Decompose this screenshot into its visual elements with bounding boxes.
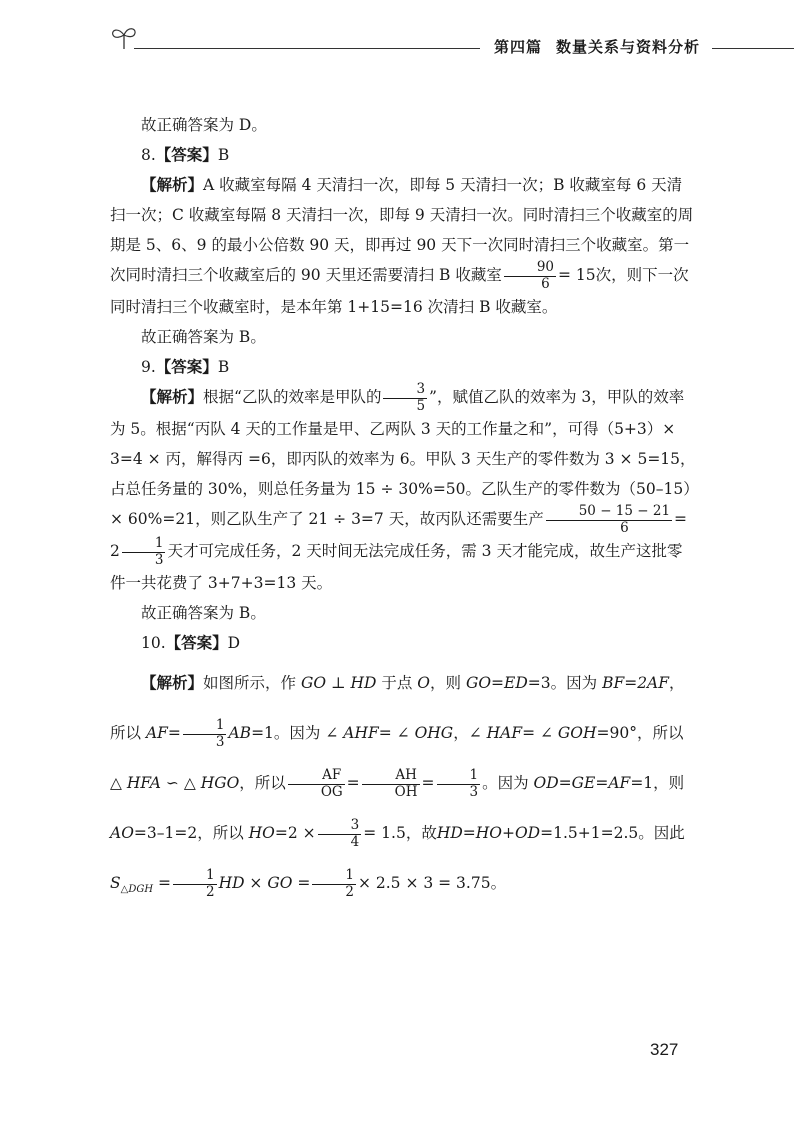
q10-answer-label: 【答案】 — [165, 634, 228, 653]
q10-math-m6: AF= — [145, 724, 181, 743]
q8-fraction — [504, 260, 556, 292]
q10-answer: D — [227, 634, 241, 653]
q10-text-s6: ，所以 — [110, 674, 685, 743]
q10-fraction-3-num: AH — [362, 768, 420, 785]
q9-analysis-text-1: 根据“乙队的效率是甲队的 — [203, 388, 382, 407]
q10-analysis — [110, 658, 696, 915]
q8-fraction-den: 6 — [541, 275, 550, 292]
q10-math-m16: HO — [248, 824, 275, 843]
q8-answer: B — [217, 146, 230, 164]
q10-math-m19: HD × GO — [218, 874, 293, 893]
page-number: 327 — [650, 1040, 679, 1059]
q10-fraction-6 — [173, 868, 217, 900]
q9-fraction-2-num: 50 − 15 − 21 — [546, 504, 672, 521]
q10-fraction-6-num: 1 — [173, 868, 217, 885]
q10-fraction-2-den: OG — [320, 783, 343, 800]
q9-fraction-2 — [546, 504, 672, 536]
q10-fraction-6-den: 2 — [205, 883, 215, 900]
q10-text-s3: 于点 — [376, 674, 418, 693]
q8-analysis-text-2: = 15次，则下一次同时清扫三个收藏室时，是本年第 1+15=16 次清扫 B 收藏室。 — [110, 266, 689, 317]
q10-math-m15: AO — [110, 824, 134, 843]
q10-math-m8: AHF — [343, 724, 379, 743]
q10-text-s10: = ∠ — [522, 724, 558, 743]
q10-fraction-2 — [288, 768, 345, 800]
q9-fraction-2-den: 6 — [620, 519, 629, 536]
q8-analysis-text-1: A 收藏室每隔 4 天清扫一次，即每 5 天清扫一次；B 收藏室每 6 天清扫一次；C 收藏室每隔 8 天清扫一次，即每 9 天清扫一次。同时清扫三个收藏室的周期是 5、6、9 的最小公倍数 90 天，即再过 90 天下一次同时清扫三个收藏室。第一次同时清扫三个收藏室后的 90 天里还需要清扫 B 收藏室 — [110, 176, 694, 285]
q10-fraction-1-num: 1 — [183, 718, 227, 735]
q10-text-s4: ，则 — [430, 674, 466, 693]
header-rule-right — [712, 48, 794, 49]
q10-answer-line — [110, 628, 696, 658]
q10-math-m9: OHG — [414, 724, 454, 743]
q9-analysis — [110, 382, 696, 598]
q9-answer: B — [217, 358, 230, 377]
q10-fraction-4-num: 1 — [437, 768, 481, 785]
q10-text-s7: =1。因为 ∠ — [251, 724, 344, 743]
q10-math-m5: BF=2AF — [602, 674, 670, 693]
q10-subscript-dgh: △DGH — [120, 884, 154, 896]
page-header — [0, 0, 800, 60]
q9-answer-label: 【答案】 — [155, 358, 218, 377]
q10-text-s9: ，∠ — [453, 724, 487, 743]
q10-number: 10. — [141, 634, 166, 653]
line-conclusion-prev: 故正确答案为 D。 — [141, 116, 267, 134]
q9-fraction-3-num: 1 — [122, 536, 166, 553]
q10-fraction-3-den: OH — [394, 783, 418, 800]
q10-text-s21: = — [292, 874, 311, 893]
q8-answer-label: 【答案】 — [155, 146, 218, 164]
q9-fraction-1-num: 3 — [383, 382, 427, 399]
q8-number: 8. — [141, 146, 156, 164]
q8-answer-line — [110, 140, 696, 170]
q9-analysis-text-3: = 2 — [110, 510, 688, 561]
q9-analysis-label: 【解析】 — [141, 388, 204, 407]
q9-fraction-3 — [122, 536, 166, 568]
q10-fraction-5-den: 4 — [350, 833, 360, 850]
q10-text-eq2: = — [421, 774, 435, 793]
q10-fraction-5-num: 3 — [318, 818, 362, 835]
q10-fraction-3 — [362, 768, 420, 800]
q10-fraction-7-num: 1 — [312, 868, 356, 885]
q10-math-m18: S — [110, 874, 121, 893]
q10-fraction-1-den: 3 — [215, 733, 225, 750]
q10-text-s13: ，所以 — [239, 774, 286, 793]
q9-fraction-3-den: 3 — [154, 551, 164, 568]
q10-math-m4: GO=ED — [465, 674, 528, 693]
q10-math-m14: OD=GE=AF — [533, 774, 631, 793]
q10-text-eq1: = — [346, 774, 360, 793]
header-part: 第四篇 — [494, 38, 543, 56]
q10-math-m3: O — [417, 674, 431, 693]
q10-text-s14: 。因为 — [482, 774, 534, 793]
q9-number: 9. — [141, 358, 156, 377]
q8-analysis-label: 【解析】 — [141, 176, 204, 194]
page-body — [110, 110, 696, 915]
q10-math-m7: AB — [228, 724, 252, 743]
q10-fraction-4 — [437, 768, 481, 800]
q8-fraction-num: 90 — [504, 260, 556, 277]
q9-fraction-1 — [383, 382, 427, 414]
q10-text-s16: =3–1=2，所以 — [133, 824, 249, 843]
q10-analysis-label: 【解析】 — [141, 674, 204, 693]
q10-math-m1: GO — [300, 674, 327, 693]
q10-fraction-4-den: 3 — [469, 783, 479, 800]
q9-conclusion: 故正确答案为 B。 — [141, 604, 266, 623]
q9-analysis-text-4: 天才可完成任务，2 天时间无法完成任务，需 3 天才能完成，故生产这批零件一共花费了 3+7+3=13 天。 — [110, 542, 683, 593]
q8-conclusion: 故正确答案为 B。 — [141, 328, 266, 347]
q10-text-s12: ∽ △ — [160, 774, 201, 793]
q10-math-m13: HGO — [200, 774, 240, 793]
q10-text-s15: =1，则 — [630, 774, 685, 793]
q10-text-s22: × 2.5 × 3 = 3.75。 — [357, 874, 507, 893]
q10-text-s19: =1.5+1=2.5。因此 — [540, 824, 685, 843]
q10-math-m17: HD=HO+OD — [436, 824, 541, 843]
q10-text-s18: = 1.5，故 — [363, 824, 437, 843]
q10-text-s17: =2 × — [274, 824, 316, 843]
q10-text-s20: = — [153, 874, 171, 893]
q10-math-m11: GOH — [557, 724, 597, 743]
q10-fraction-5 — [318, 818, 362, 850]
q10-math-m2: HD — [350, 674, 377, 693]
q10-text-s11: =90°，所以 △ — [110, 724, 684, 793]
q9-fraction-1-den: 5 — [416, 397, 426, 414]
q10-text-s1: 如图所示，作 — [203, 674, 301, 693]
q10-text-s8: = ∠ — [378, 724, 415, 743]
q10-text-s5: =3。因为 — [527, 674, 603, 693]
q9-answer-line — [110, 352, 696, 382]
q10-fraction-1 — [183, 718, 227, 750]
q10-fraction-7-den: 2 — [345, 883, 354, 900]
sprout-icon — [110, 24, 138, 50]
q9-analysis-text-2: ”，赋值乙队的效率为 3，甲队的效率为 5。根据“丙队 4 天的工作量是甲、乙两队 3 天的工作量之和”，可得（5+3）× 3=4 × 丙，解得丙 =6，即丙队的效率为 6。甲队 3 天生产的零件数为 3 × 5=15，占总任务量的 30%，则总任务量为 15 ÷ 30%=50。乙队生产的零件数为（50–15）× 60%=21，则乙队生产了 21 ÷ 3=7 天，故丙队还需要生产 — [110, 388, 696, 529]
q10-math-m12: HFA — [126, 774, 161, 793]
q10-text-s2: ⊥ — [326, 674, 351, 693]
q10-fraction-7 — [312, 868, 356, 900]
header-rule-left — [134, 48, 480, 49]
q8-analysis — [110, 170, 696, 322]
q10-math-m10: HAF — [486, 724, 523, 743]
header-section: 数量关系与资料分析 — [556, 38, 701, 56]
q10-fraction-2-num: AF — [288, 768, 345, 785]
